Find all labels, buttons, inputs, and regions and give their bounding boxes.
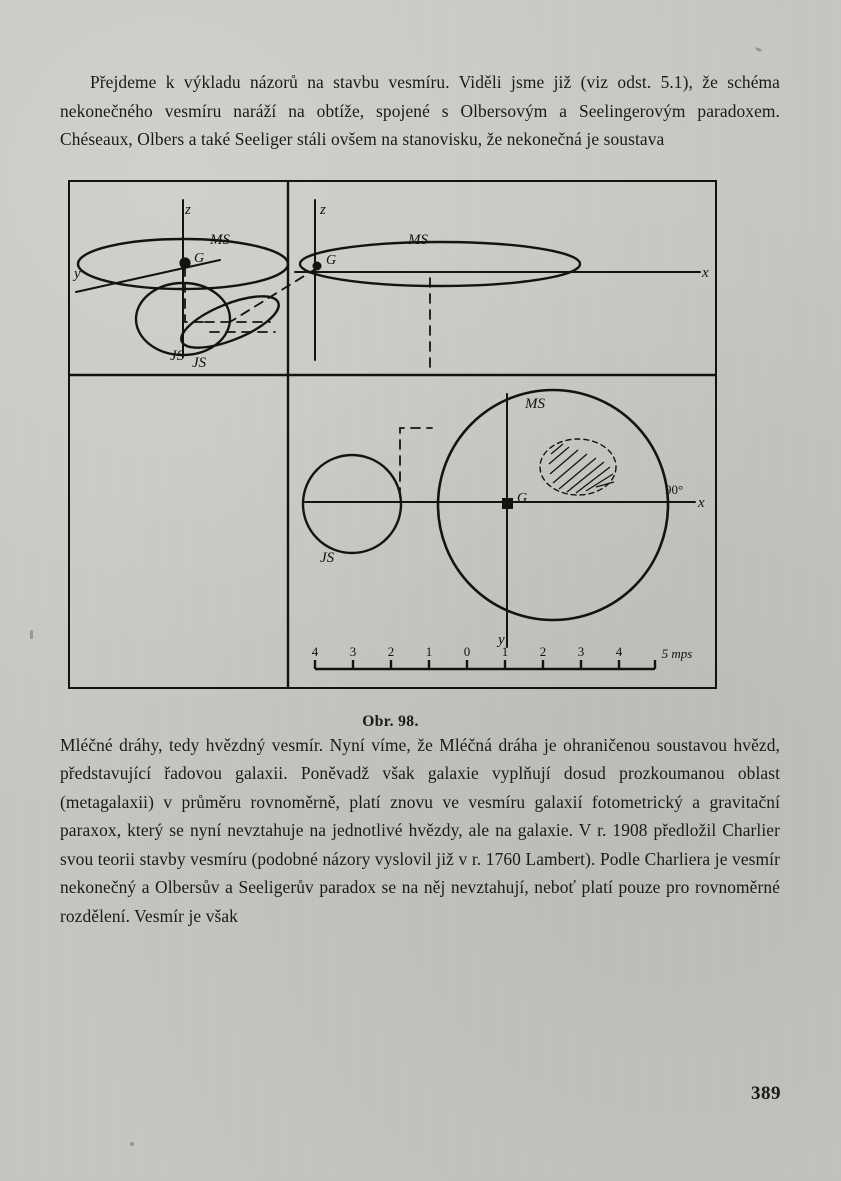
label-js-panel1: JS xyxy=(192,354,207,371)
label-y-panel3: y xyxy=(498,631,505,648)
scale-unit-label: 5 mps xyxy=(661,645,693,661)
bottom-paragraph: Mléčné dráhy, tedy hvězdný vesmír. Nyní víme, že Mléčná dráha je ohraničenou soustavou hvězd, představující řadovou galaxii. Poněvadž však galaxie vyplňují dosud prozkoumanou oblast (metagalaxii) v průměru rovnoměrně, platí znovu ve vesmíru galaxií fotometrický a gravitační paraxox, který se nyní nevztahuje na jednotlivé hvězdy, ale na galaxie. V r. 1908 předložil Charlier svou teorii stavby vesmíru (podobné názory vyslovil již v r. 1760 Lambert). Podle Charliera je vesmír nekonečný a Olbersův a Seeligerův paradox se na něj nevztahují, neboť platí pouze pro rovnoměrné rozdělení. Vesmír je však xyxy=(60,734,780,926)
page-number: 389 xyxy=(751,1083,781,1104)
milky-way-circle-panel3 xyxy=(438,390,668,620)
paper-speck xyxy=(130,1142,134,1146)
scale-tick: 1 xyxy=(425,643,433,659)
figure-caption: Obr. 98. xyxy=(362,712,419,730)
label-y-panel1: y xyxy=(74,265,81,282)
connector-dashed-panel3 xyxy=(400,428,507,502)
solar-system-circle-panel3 xyxy=(303,455,401,553)
label-ms-panel3: MS xyxy=(525,395,545,412)
label-x-panel3: x xyxy=(698,494,705,511)
galactic-center-marker-panel3 xyxy=(502,498,513,509)
label-x-panel2: x xyxy=(702,264,709,281)
scale-bar xyxy=(315,660,655,669)
figure-frame xyxy=(68,180,717,689)
label-g-panel2: G xyxy=(326,252,337,268)
paper-speck xyxy=(30,630,33,639)
scale-tick: 4 xyxy=(615,643,623,659)
label-z-panel1: z xyxy=(185,201,191,218)
scale-tick-labels xyxy=(312,644,693,661)
label-ms-panel2: MS xyxy=(408,231,428,248)
connector-dashed-panel1 xyxy=(185,267,205,322)
label-angle-panel3: 90° xyxy=(665,481,684,497)
label-ms-panel1: MS xyxy=(210,231,230,248)
label-js-panel3: JS xyxy=(320,549,335,566)
paper-speck xyxy=(755,47,763,53)
scale-tick: 2 xyxy=(539,643,547,659)
dust-cloud-hatching xyxy=(549,444,614,493)
page-content xyxy=(60,68,780,930)
dust-cloud-outline xyxy=(540,439,616,495)
scale-tick: 3 xyxy=(349,643,357,659)
scale-tick: 1 xyxy=(501,643,509,659)
scale-tick: 3 xyxy=(577,643,585,659)
label-g-panel1: G xyxy=(194,250,205,266)
scale-tick: 4 xyxy=(311,643,319,659)
scale-tick: 0 xyxy=(463,643,471,659)
top-paragraph: Přejdeme k výkladu názorů na stavbu vesmíru. Viděli jsme již (viz odst. 5.1), že schéma nekonečného vesmíru naráží na obtíže, spojené s Olbersovým a Seelingerovým paradoxem. Chéseaux, Olbers a také Seeliger stáli ovšem na stanovisku, že nekonečná je soustava xyxy=(60,72,780,149)
label-g-panel3: G xyxy=(517,490,528,506)
figure-98 xyxy=(68,180,758,731)
scale-tick: 2 xyxy=(387,643,395,659)
label-z-panel2: z xyxy=(320,201,326,218)
label-js-panel2: JS xyxy=(170,347,185,364)
figure-diagram xyxy=(70,182,715,687)
milky-way-ellipse-panel2 xyxy=(300,242,580,286)
